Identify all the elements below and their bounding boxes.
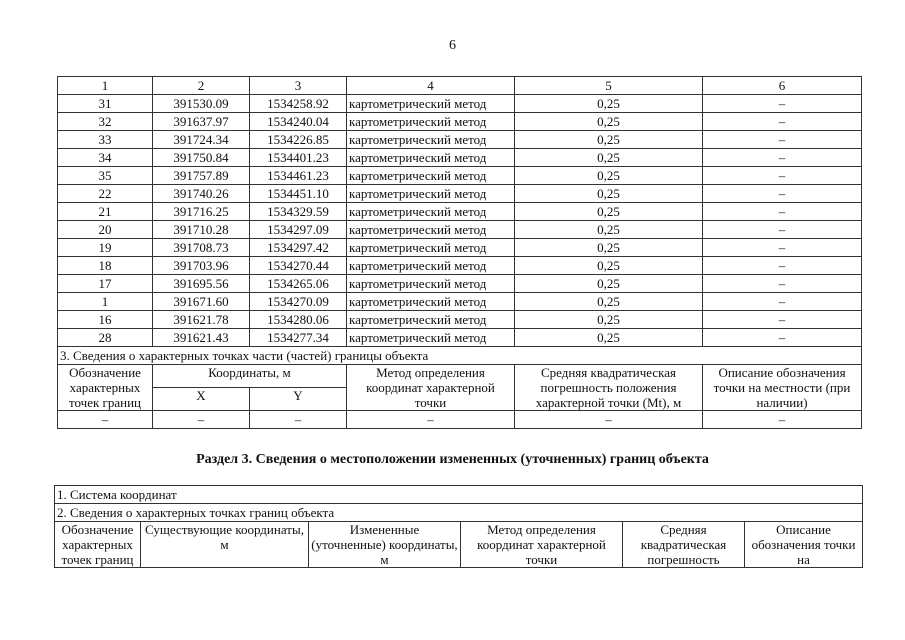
- y-coordinate: 1534280.06: [250, 311, 347, 329]
- y-coordinate: 1534297.42: [250, 239, 347, 257]
- table-row: [58, 95, 862, 113]
- header-description: Описание обозначения точки на местности (при наличии): [703, 365, 862, 411]
- description: –: [703, 149, 862, 167]
- description: –: [703, 239, 862, 257]
- table-row: [58, 293, 862, 311]
- x-coordinate: 391750.84: [153, 149, 250, 167]
- coordinate-system-row: [55, 486, 863, 504]
- y-coordinate: 1534329.59: [250, 203, 347, 221]
- header-method: Метод определения координат характерной точки: [461, 522, 623, 568]
- header-accuracy: Средняя квадратическая погрешность положения характерной точки (Mt), м: [515, 365, 703, 411]
- description: –: [703, 131, 862, 149]
- method: картометрический метод: [347, 149, 515, 167]
- point-number: 17: [58, 275, 153, 293]
- section-3-title-row: [58, 347, 862, 365]
- point-number: 19: [58, 239, 153, 257]
- table-row: [58, 239, 862, 257]
- table-row: [58, 185, 862, 203]
- x-coordinate: 391724.34: [153, 131, 250, 149]
- x-coordinate: 391530.09: [153, 95, 250, 113]
- method: картометрический метод: [347, 293, 515, 311]
- table-row: [58, 329, 862, 347]
- dash-cell: –: [58, 411, 153, 429]
- x-coordinate: 391710.28: [153, 221, 250, 239]
- point-number: 22: [58, 185, 153, 203]
- y-coordinate: 1534270.44: [250, 257, 347, 275]
- accuracy: 0,25: [515, 203, 703, 221]
- x-coordinate: 391695.56: [153, 275, 250, 293]
- y-coordinate: 1534401.23: [250, 149, 347, 167]
- description: –: [703, 257, 862, 275]
- column-number: 2: [153, 77, 250, 95]
- accuracy: 0,25: [515, 257, 703, 275]
- header-changed-coords: Измененные (уточненные) координаты, м: [309, 522, 461, 568]
- description: –: [703, 185, 862, 203]
- table-row: [58, 131, 862, 149]
- accuracy: 0,25: [515, 221, 703, 239]
- x-coordinate: 391716.25: [153, 203, 250, 221]
- accuracy: 0,25: [515, 185, 703, 203]
- table-row: [58, 221, 862, 239]
- description: –: [703, 167, 862, 185]
- dash-cell: –: [153, 411, 250, 429]
- y-coordinate: 1534226.85: [250, 131, 347, 149]
- y-coordinate: 1534265.06: [250, 275, 347, 293]
- accuracy: 0,25: [515, 149, 703, 167]
- dash-cell: –: [347, 411, 515, 429]
- x-coordinate: 391671.60: [153, 293, 250, 311]
- point-number: 28: [58, 329, 153, 347]
- dash-cell: –: [703, 411, 862, 429]
- accuracy: 0,25: [515, 293, 703, 311]
- column-number: 6: [703, 77, 862, 95]
- column-number: 3: [250, 77, 347, 95]
- table-row: [58, 149, 862, 167]
- point-number: 20: [58, 221, 153, 239]
- point-number: 35: [58, 167, 153, 185]
- method: картометрический метод: [347, 113, 515, 131]
- table-row: [58, 275, 862, 293]
- description: –: [703, 329, 862, 347]
- column-number: 5: [515, 77, 703, 95]
- x-coordinate: 391621.78: [153, 311, 250, 329]
- accuracy: 0,25: [515, 167, 703, 185]
- header-designation: Обозначение характерных точек границ: [55, 522, 141, 568]
- description: –: [703, 311, 862, 329]
- y-coordinate: 1534461.23: [250, 167, 347, 185]
- dash-cell: –: [515, 411, 703, 429]
- method: картометрический метод: [347, 257, 515, 275]
- table-b-header-row: [55, 522, 863, 568]
- point-number: 31: [58, 95, 153, 113]
- x-coordinate: 391621.43: [153, 329, 250, 347]
- x-coordinate: 391757.89: [153, 167, 250, 185]
- accuracy: 0,25: [515, 239, 703, 257]
- description: –: [703, 113, 862, 131]
- header-method: Метод определения координат характерной точки: [347, 365, 515, 411]
- header-designation: Обозначение характерных точек границ: [58, 365, 153, 411]
- method: картометрический метод: [347, 185, 515, 203]
- point-number: 33: [58, 131, 153, 149]
- column-number-row: [58, 77, 862, 95]
- accuracy: 0,25: [515, 113, 703, 131]
- boundary-points-table: [57, 76, 862, 429]
- accuracy: 0,25: [515, 95, 703, 113]
- table-row: [58, 203, 862, 221]
- y-coordinate: 1534270.09: [250, 293, 347, 311]
- header-y: Y: [250, 388, 347, 411]
- point-number: 21: [58, 203, 153, 221]
- x-coordinate: 391708.73: [153, 239, 250, 257]
- accuracy: 0,25: [515, 275, 703, 293]
- point-number: 18: [58, 257, 153, 275]
- header-coordinates: Координаты, м: [153, 365, 347, 388]
- header-accuracy: Средняя квадратическая погрешность: [623, 522, 745, 568]
- method: картометрический метод: [347, 329, 515, 347]
- table-row: [58, 311, 862, 329]
- y-coordinate: 1534258.92: [250, 95, 347, 113]
- x-coordinate: 391637.97: [153, 113, 250, 131]
- method: картометрический метод: [347, 275, 515, 293]
- accuracy: 0,25: [515, 329, 703, 347]
- x-coordinate: 391703.96: [153, 257, 250, 275]
- description: –: [703, 221, 862, 239]
- method: картометрический метод: [347, 203, 515, 221]
- column-number: 4: [347, 77, 515, 95]
- coordinate-system-cell: 1. Система координат: [55, 486, 863, 504]
- page-number: 6: [449, 38, 456, 53]
- method: картометрический метод: [347, 95, 515, 113]
- y-coordinate: 1534240.04: [250, 113, 347, 131]
- dash-cell: –: [250, 411, 347, 429]
- column-number: 1: [58, 77, 153, 95]
- description: –: [703, 95, 862, 113]
- x-coordinate: 391740.26: [153, 185, 250, 203]
- parts-header-row: [58, 365, 862, 388]
- parts-dash-row: [58, 411, 862, 429]
- header-x: X: [153, 388, 250, 411]
- point-number: 1: [58, 293, 153, 311]
- method: картометрический метод: [347, 311, 515, 329]
- boundary-points-cell: 2. Сведения о характерных точках границ объекта: [55, 504, 863, 522]
- table-row: [58, 167, 862, 185]
- header-existing-coords: Существующие координаты, м: [141, 522, 309, 568]
- method: картометрический метод: [347, 221, 515, 239]
- description: –: [703, 275, 862, 293]
- accuracy: 0,25: [515, 131, 703, 149]
- boundary-points-row: [55, 504, 863, 522]
- description: –: [703, 293, 862, 311]
- accuracy: 0,25: [515, 311, 703, 329]
- changed-boundaries-table: [54, 485, 863, 568]
- section-3-heading: Раздел 3. Сведения о местоположении измененных (уточненных) границ объекта: [196, 452, 709, 467]
- y-coordinate: 1534297.09: [250, 221, 347, 239]
- method: картометрический метод: [347, 239, 515, 257]
- point-number: 16: [58, 311, 153, 329]
- description: –: [703, 203, 862, 221]
- method: картометрический метод: [347, 167, 515, 185]
- y-coordinate: 1534277.34: [250, 329, 347, 347]
- section-3-title: 3. Сведения о характерных точках части (частей) границы объекта: [58, 347, 862, 365]
- y-coordinate: 1534451.10: [250, 185, 347, 203]
- point-number: 34: [58, 149, 153, 167]
- method: картометрический метод: [347, 131, 515, 149]
- point-number: 32: [58, 113, 153, 131]
- header-description: Описание обозначения точки на: [745, 522, 863, 568]
- table-row: [58, 113, 862, 131]
- table-row: [58, 257, 862, 275]
